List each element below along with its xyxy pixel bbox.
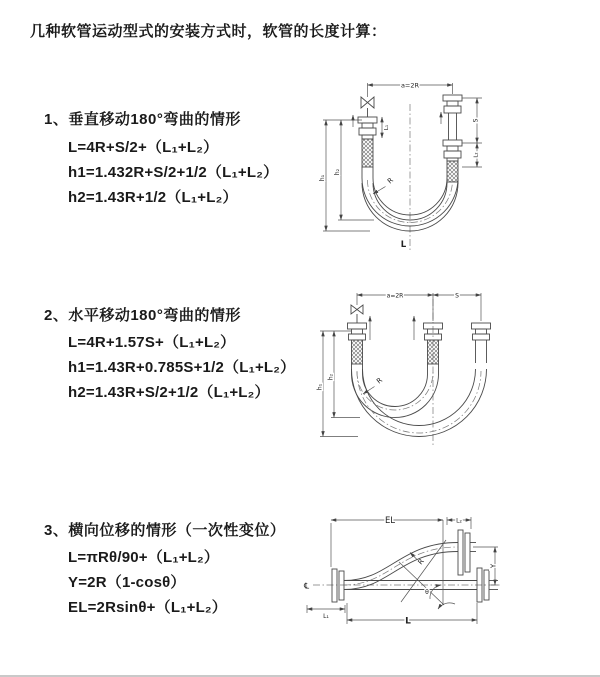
dimension-L: [347, 603, 477, 626]
displaced-hose-s-curve: [344, 543, 458, 590]
valve-icon: [351, 293, 363, 323]
dim-label-h1: h₁: [319, 174, 326, 182]
dim-label-EL: EL: [384, 516, 396, 526]
diagram-lateral-displacement: [295, 505, 515, 645]
radius-label: R: [385, 176, 395, 186]
dimension-EL: [331, 516, 443, 567]
section-3-heading: 3、横向位移的情形（一次性变位）: [44, 522, 286, 539]
centerline-mark: ℄: [304, 581, 310, 591]
right-top-flange: [458, 530, 476, 575]
length-label: L: [400, 240, 407, 250]
section-2-formula-h2: h2=1.43R+S/2+1/2（L₁+L₂）: [68, 384, 270, 401]
section-2-heading: 2、水平移动180°弯曲的情形: [44, 307, 241, 324]
section-3-formula-Y: Y=2R（1-cosθ）: [68, 574, 186, 591]
dim-label-L: L: [405, 616, 411, 627]
left-flange: [332, 569, 344, 602]
dim-label-S: S: [455, 292, 459, 300]
section-1-heading: 1、垂直移动180°弯曲的情形: [44, 111, 241, 128]
left-pipe-fitting: [348, 323, 367, 374]
valve-icon: [361, 83, 374, 117]
braided-hose-section: [428, 340, 439, 364]
section-1-formula-h2: h2=1.43R+1/2（L₁+L₂）: [68, 189, 238, 206]
dim-label-L2: L₂: [456, 517, 462, 525]
dim-label-a2R: a=2R: [386, 292, 404, 300]
dim-label-a2R: a=2R: [400, 81, 420, 90]
radius-label: R: [416, 557, 426, 567]
dimension-L2: [447, 517, 471, 529]
left-pipe-fitting: [358, 117, 377, 178]
page-title: 几种软管运动型式的安装方式时，软管的长度计算：: [30, 23, 387, 40]
dimension-S: [433, 292, 481, 299]
right-pipe-fitting: [443, 83, 462, 184]
radius-callout: [373, 176, 395, 194]
dimension-L1: [307, 605, 345, 620]
dimension-L2: [462, 143, 482, 167]
section-1-formula-h1: h1=1.432R+S/2+1/2（L₁+L₂）: [68, 164, 279, 181]
diagram-vertical-180-bend: [310, 70, 510, 258]
section-3-formula-EL: EL=2Rsinθ+（L₁+L₂）: [68, 599, 227, 616]
dimension-L1: [382, 117, 390, 138]
radius-callout: [363, 376, 384, 394]
dim-label-h2: h₂: [334, 168, 341, 176]
dimension-S: [462, 98, 482, 143]
section-3-formula-L: L=πRθ/90+（L₁+L₂）: [68, 549, 220, 566]
movement-arrows: [353, 112, 441, 127]
section-2-formula-L: L=4R+1.57S+（L₁+L₂）: [68, 334, 236, 351]
angle-theta: [425, 585, 455, 609]
dim-label-L1: L₁: [384, 124, 390, 131]
section-1-formula-L: L=4R+S/2+（L₁+L₂）: [68, 139, 219, 156]
dim-label-Y: Y: [489, 563, 498, 569]
braided-hose-section: [352, 340, 363, 364]
fitting-length-arrows: [370, 316, 414, 340]
diagram-horizontal-180-bend: [310, 285, 510, 453]
angle-label: θ: [425, 589, 429, 596]
section-2-formula-h1: h1=1.43R+0.785S+1/2（L₁+L₂）: [68, 359, 296, 376]
hose-u-bends: [352, 369, 487, 437]
dim-label-L1: L₁: [323, 613, 329, 620]
dimension-a-2R: [357, 292, 433, 299]
dim-label-h1: h₁: [316, 383, 324, 391]
right-pipe-fitting: [472, 323, 491, 363]
braided-hose-section: [362, 139, 373, 167]
dim-label-h2: h₂: [327, 373, 335, 381]
dim-label-L2: L₂: [473, 152, 480, 158]
dimension-a-2R: [368, 81, 453, 89]
braided-hose-section: [447, 161, 458, 182]
dim-label-S: S: [472, 118, 480, 123]
radius-label: R: [375, 376, 385, 386]
